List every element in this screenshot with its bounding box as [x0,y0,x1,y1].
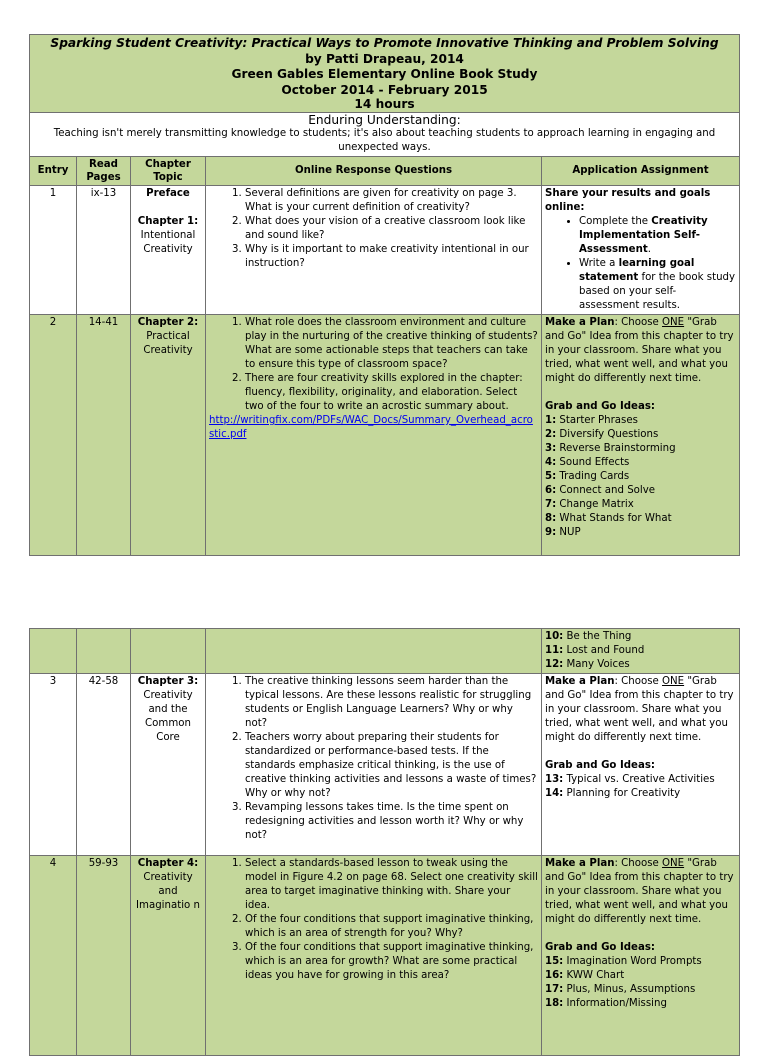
bullet-bold: learning goal statement [579,258,695,283]
topic-cell [131,186,206,315]
idea-number: 7: [545,499,557,510]
idea-text: NUP [559,527,581,538]
topic-name: Creativity and Imaginatio n [136,872,200,911]
pages-cell: 59-93 [77,856,131,1056]
study-dates: October 2014 - February 2015 [281,82,488,97]
idea-text: What Stands for What [559,513,672,524]
col-header-pages: Read Pages [77,157,131,186]
idea-number: 3: [545,443,557,454]
topic-name: Intentional Creativity [140,230,196,255]
table-row [30,629,740,674]
idea-text: Change Matrix [559,499,634,510]
idea-number: 5: [545,471,557,482]
list-item [545,644,736,658]
list-item: 3. Why is it important to make creativity intentional in our instruction? [245,243,538,271]
pages-cell: 42-58 [77,674,131,856]
idea-number: 11: [545,645,564,656]
assignment-cell [542,186,740,315]
questions-cell [206,186,542,315]
list-item [545,470,736,484]
bullet-bold: Creativity Implementation Self-Assessment [579,216,708,255]
idea-text: Many Voices [566,659,630,670]
question-list [209,187,538,271]
grab-and-go-heading: Grab and Go Ideas: [545,401,655,412]
list-item: 2. What does your vision of a creative classroom look like and sound like? [245,215,538,243]
acrostic-link[interactable]: http://writingfix.com/PDFs/WAC_Docs/Summary_Overhead_acrostic.pdf [209,415,533,440]
book-study-table-page-1 [29,34,740,556]
list-item [545,442,736,456]
table-row [30,315,740,556]
bullet-text: Write a [579,258,619,269]
bullet-text: for the book study based on your self-assessment results. [579,272,736,311]
list-item [545,484,736,498]
idea-number: 10: [545,631,564,642]
title-row [30,35,740,113]
question-list [209,675,538,843]
eu-text: Teaching isn't merely transmitting knowledge to students; it's also about teaching students to approach learning in engaging and unexpected ways. [53,128,716,153]
entry-cell: 4 [30,856,77,1056]
list-item: 2. Of the four conditions that support imaginative thinking, which is an area of strength for you? Why? [245,913,538,941]
idea-text: Planning for Creativity [566,788,681,799]
topic-chapter: Chapter 1: [137,216,199,227]
list-item [579,257,736,313]
list-item [545,526,736,540]
idea-number: 16: [545,970,564,981]
author-line: by Patti Drapeau, 2014 [305,51,464,66]
study-name: Green Gables Elementary Online Book Study [231,67,538,81]
idea-number: 4: [545,457,557,468]
list-item [545,630,736,644]
topic-cell [131,674,206,856]
plan-one: ONE [662,858,685,869]
topic-cell [131,856,206,1056]
topic-cell [131,315,206,556]
topic-preface: Preface [146,188,190,199]
idea-number: 8: [545,513,557,524]
col-header-questions: Online Response Questions [206,157,542,186]
list-item [545,456,736,470]
assignment-cell [542,315,740,556]
idea-text: Be the Thing [566,631,632,642]
idea-number: 17: [545,984,564,995]
list-item [545,498,736,512]
title-block [30,35,740,113]
list-item: 1. Select a standards-based lesson to tweak using the model in Figure 4.2 on page 68. Select one creativity skill area to target imaginative thinking with. Share your idea. [245,857,538,913]
idea-number: 13: [545,774,564,785]
questions-cell [206,629,542,674]
list-item [545,414,736,428]
list-item [545,983,736,997]
grab-and-go-heading: Grab and Go Ideas: [545,942,655,953]
pages-cell: ix-13 [77,186,131,315]
column-header-row [30,157,740,186]
question-list [209,316,538,414]
topic-name: Practical Creativity [143,331,193,356]
make-a-plan [545,857,736,927]
list-item [545,773,736,787]
idea-number: 1: [545,415,557,426]
list-item [545,512,736,526]
question-list [209,857,538,983]
list-item: 3. Of the four conditions that support imaginative thinking, which is an area for growth? What are some practical ideas you have for growing in this area? [245,941,538,983]
assignment-cell [542,674,740,856]
list-item [545,997,736,1011]
table-row [30,674,740,856]
idea-text: Connect and Solve [559,485,656,496]
list-item: 2. There are four creativity skills explored in the chapter: fluency, flexibility, originality, and elaboration. Select two of the four to write an acrostic summary about. [245,372,538,414]
plan-text: : Choose [614,858,663,869]
list-item: 2. Teachers worry about preparing their students for standardized or performance-based tests. If the standards emphasize critical thinking, is the use of creative thinking activities and lessons a waste of times? Why or why not? [245,731,538,801]
col-header-entry: Entry [30,157,77,186]
idea-number: 2: [545,429,557,440]
pages-cell [77,629,131,674]
study-hours: 14 hours [354,97,415,111]
topic-cell [131,629,206,674]
topic-name: Creativity and the Common Core [143,690,193,743]
idea-text: Plus, Minus, Assumptions [566,984,696,995]
plan-one: ONE [662,676,685,687]
idea-number: 6: [545,485,557,496]
idea-text: Lost and Found [566,645,645,656]
col-header-topic: Chapter Topic [131,157,206,186]
plan-bold: Make a Plan [545,317,615,328]
plan-bold: Make a Plan [545,676,615,687]
entry-cell: 1 [30,186,77,315]
idea-text: Information/Missing [566,998,667,1009]
idea-text: Starter Phrases [559,415,638,426]
plan-text: "Grab and Go" Idea from this chapter to try in your classroom. Share what you tried, what went well, and what you might do differently next time. [545,858,734,925]
list-item [545,787,736,801]
bullet-text: Complete the [579,216,652,227]
list-item: 1. The creative thinking lessons seem harder than the typical lessons. Are these lessons realistic for struggling students or English Language Learners? Why or why not? [245,675,538,731]
entry-cell: 2 [30,315,77,556]
plan-text: "Grab and Go" Idea from this chapter to try in your classroom. Share what you tried, what went well, and what you might do differently next time. [545,317,734,384]
idea-number: 9: [545,527,557,538]
list-item [545,955,736,969]
plan-text: : Choose [614,676,663,687]
enduring-understanding [30,113,740,157]
make-a-plan [545,675,736,745]
idea-text: Reverse Brainstorming [559,443,676,454]
list-item: 3. Revamping lessons takes time. Is the time spent on redesigning activities and lesson worth it? Why or why not? [245,801,538,843]
idea-text: Diversify Questions [559,429,659,440]
enduring-understanding-row [30,113,740,157]
idea-number: 12: [545,659,564,670]
pages-cell: 14-41 [77,315,131,556]
entry-cell [30,629,77,674]
list-item [545,658,736,672]
assignment-cell [542,856,740,1056]
table-row [30,856,740,1056]
list-item: 1. Several definitions are given for creativity on page 3. What is your current definition of creativity? [245,187,538,215]
topic-chapter: Chapter 4: [137,858,199,869]
idea-text: Trading Cards [559,471,630,482]
table-row [30,186,740,315]
plan-one: ONE [662,317,685,328]
list-item: 1. What role does the classroom environment and culture play in the nurturing of the creative thinking of students? What are some actionable steps that teachers can take to ensure this type of classroom space? [245,316,538,372]
idea-text: Imagination Word Prompts [566,956,702,967]
list-item [579,215,736,257]
assignment-list [545,215,736,313]
bullet-text: . [647,244,651,255]
assignment-heading: Share your results and goals online: [545,188,711,213]
idea-text: KWW Chart [566,970,625,981]
idea-text: Typical vs. Creative Activities [566,774,715,785]
questions-cell [206,674,542,856]
idea-number: 14: [545,788,564,799]
plan-text: "Grab and Go" Idea from this chapter to try in your classroom. Share what you tried, what went well, and what you might do differently next time. [545,676,734,743]
list-item [545,969,736,983]
plan-text: : Choose [614,317,663,328]
plan-bold: Make a Plan [545,858,615,869]
grab-and-go-heading: Grab and Go Ideas: [545,760,655,771]
assignment-cell [542,629,740,674]
list-item [545,428,736,442]
eu-heading: Enduring Understanding: [308,113,461,127]
book-study-table-page-2 [29,628,740,1056]
questions-cell [206,856,542,1056]
idea-list [545,414,736,540]
make-a-plan [545,316,736,386]
book-title: Sparking Student Creativity: Practical Ways to Promote Innovative Thinking and Problem Solving [50,36,719,50]
questions-cell [206,315,542,556]
idea-number: 15: [545,956,564,967]
entry-cell: 3 [30,674,77,856]
topic-chapter: Chapter 2: [137,317,199,328]
idea-text: Sound Effects [559,457,630,468]
topic-chapter: Chapter 3: [137,676,199,687]
idea-number: 18: [545,998,564,1009]
col-header-assignment: Application Assignment [542,157,740,186]
